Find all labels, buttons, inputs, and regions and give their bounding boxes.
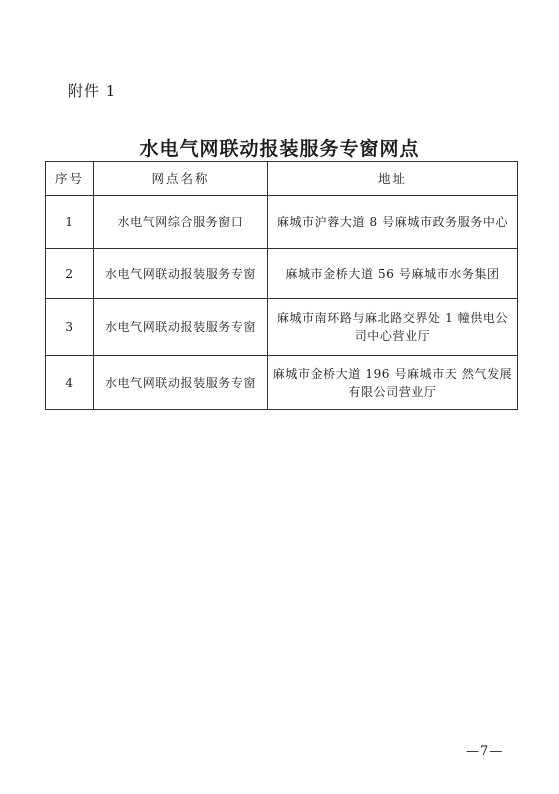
point-name: 水电气网联动报装服务专窗 [94,356,268,410]
header-address: 地址 [268,162,518,196]
service-points-table [45,161,518,410]
point-name: 水电气网联动报装服务专窗 [94,249,268,299]
row-number: 3 [46,299,94,356]
table-row [46,299,518,356]
point-address: 麻城市南环路与麻北路交界处 1 幢供电公司中心营业厅 [268,299,518,356]
point-address: 麻城市沪蓉大道 8 号麻城市政务服务中心 [268,196,518,249]
page-number: —7— [466,744,504,759]
point-address: 麻城市金桥大道 56 号麻城市水务集团 [268,249,518,299]
document-title: 水电气网联动报装服务专窗网点 [139,138,420,160]
row-number: 1 [46,196,94,249]
point-name: 水电气网综合服务窗口 [94,196,268,249]
attachment-label: 附件 1 [68,82,117,100]
point-address: 麻城市金桥大道 196 号麻城市天 然气发展有限公司营业厅 [268,356,518,410]
row-number: 4 [46,356,94,410]
table-header-row [46,162,518,196]
point-name: 水电气网联动报装服务专窗 [94,299,268,356]
header-no: 序号 [46,162,94,196]
table-row [46,249,518,299]
row-number: 2 [46,249,94,299]
table-row [46,356,518,410]
header-name: 网点名称 [94,162,268,196]
table-row [46,196,518,249]
